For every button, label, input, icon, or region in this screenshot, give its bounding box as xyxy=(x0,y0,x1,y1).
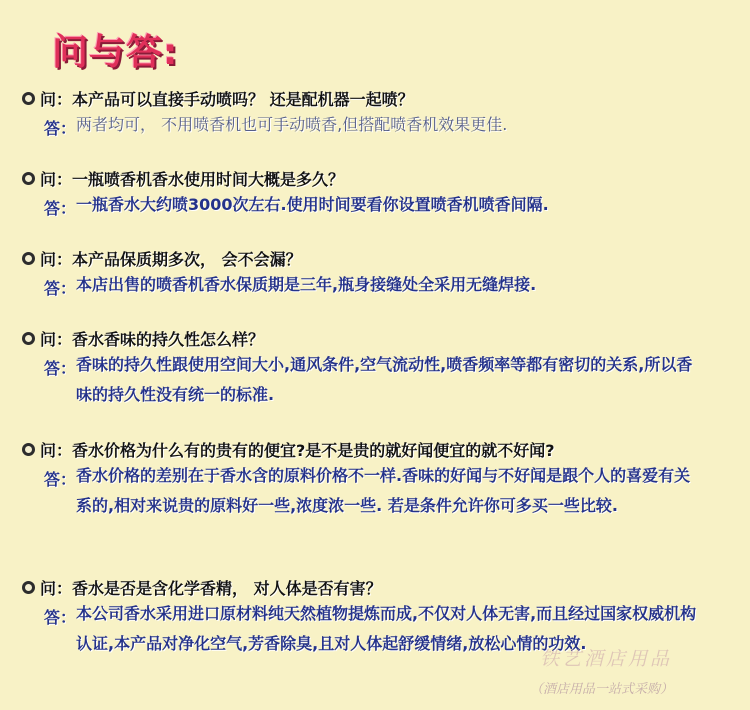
bullet-ring-icon xyxy=(22,252,35,265)
answer-text: 两者均可， 不用喷香机也可手动喷香,但搭配喷香机效果更佳. xyxy=(76,115,508,134)
answer-label: 答： xyxy=(44,119,77,138)
answer-line xyxy=(22,116,742,140)
watermark-tagline: （酒店用品一站式采购） xyxy=(530,682,674,697)
question-label: 问： xyxy=(40,249,73,269)
answer-text: 香味的持久性跟使用空间大小,通风条件,空气流动性,喷香频率等都有密切的关系,所以香味的持久性没有统一的标准. xyxy=(76,355,693,404)
question-label: 问： xyxy=(40,89,73,109)
answer-label: 答： xyxy=(44,199,77,218)
qa-item xyxy=(22,246,742,300)
answer-text: 本店出售的喷香机香水保质期是三年,瓶身接缝处全采用无缝焊接. xyxy=(76,275,537,294)
question-line xyxy=(22,86,742,110)
answer-text: 香水价格的差别在于香水含的原料价格不一样.香味的好闻与不好闻是跟个人的喜爱有关系的,相对来说贵的原料好一些,浓度浓一些. 若是条件允许你可多买一些比较. xyxy=(76,466,691,515)
bullet-ring-icon xyxy=(22,443,35,456)
bullet-ring-icon xyxy=(22,332,35,345)
question-text: 本产品可以直接手动喷吗？ 还是配机器一起喷？ xyxy=(72,89,414,109)
bullet-ring-icon xyxy=(22,92,35,105)
question-line xyxy=(22,326,742,350)
question-label: 问： xyxy=(40,440,73,460)
answer-line xyxy=(22,276,742,300)
qa-item xyxy=(22,86,742,140)
answer-label: 答： xyxy=(44,470,77,489)
question-label: 问： xyxy=(40,578,73,598)
qa-item xyxy=(22,166,742,220)
question-label: 问： xyxy=(40,169,73,189)
question-text: 香水香味的持久性怎么样？ xyxy=(72,329,265,349)
answer-label: 答： xyxy=(44,359,77,378)
bullet-ring-icon xyxy=(22,581,35,594)
answer-label: 答： xyxy=(44,279,77,298)
question-label: 问： xyxy=(40,329,73,349)
answer-label: 答： xyxy=(44,608,77,627)
question-text: 本产品保质期多次， 会不会漏？ xyxy=(72,249,302,269)
question-text: 香水价格为什么有的贵有的便宜?是不是贵的就好闻便宜的就不好闻? xyxy=(72,440,555,460)
answer-text: 一瓶香水大约喷3000次左右.使用时间要看你设置喷香机喷香间隔. xyxy=(76,195,549,214)
qa-item xyxy=(22,437,742,521)
question-line xyxy=(22,166,742,190)
answer-text: 本公司香水采用进口原材料纯天然植物提炼而成,不仅对人体无害,而且经过国家权威机构认证,本产品对净化空气,芳香除臭,且对人体起舒缓情绪,放松心情的功效. xyxy=(76,604,697,653)
answer-line xyxy=(22,196,742,220)
page-title: 问与答: xyxy=(52,32,179,73)
answer-line xyxy=(22,467,742,521)
question-text: 香水是否是含化学香精， 对人体是否有害？ xyxy=(72,578,382,598)
question-line xyxy=(22,437,742,461)
watermark-brand: 铁艺酒店用品 xyxy=(540,648,673,670)
qa-item xyxy=(22,326,742,410)
answer-line xyxy=(22,356,742,410)
question-line xyxy=(22,575,742,599)
question-text: 一瓶喷香机香水使用时间大概是多久？ xyxy=(72,169,345,189)
question-line xyxy=(22,246,742,270)
bullet-ring-icon xyxy=(22,172,35,185)
